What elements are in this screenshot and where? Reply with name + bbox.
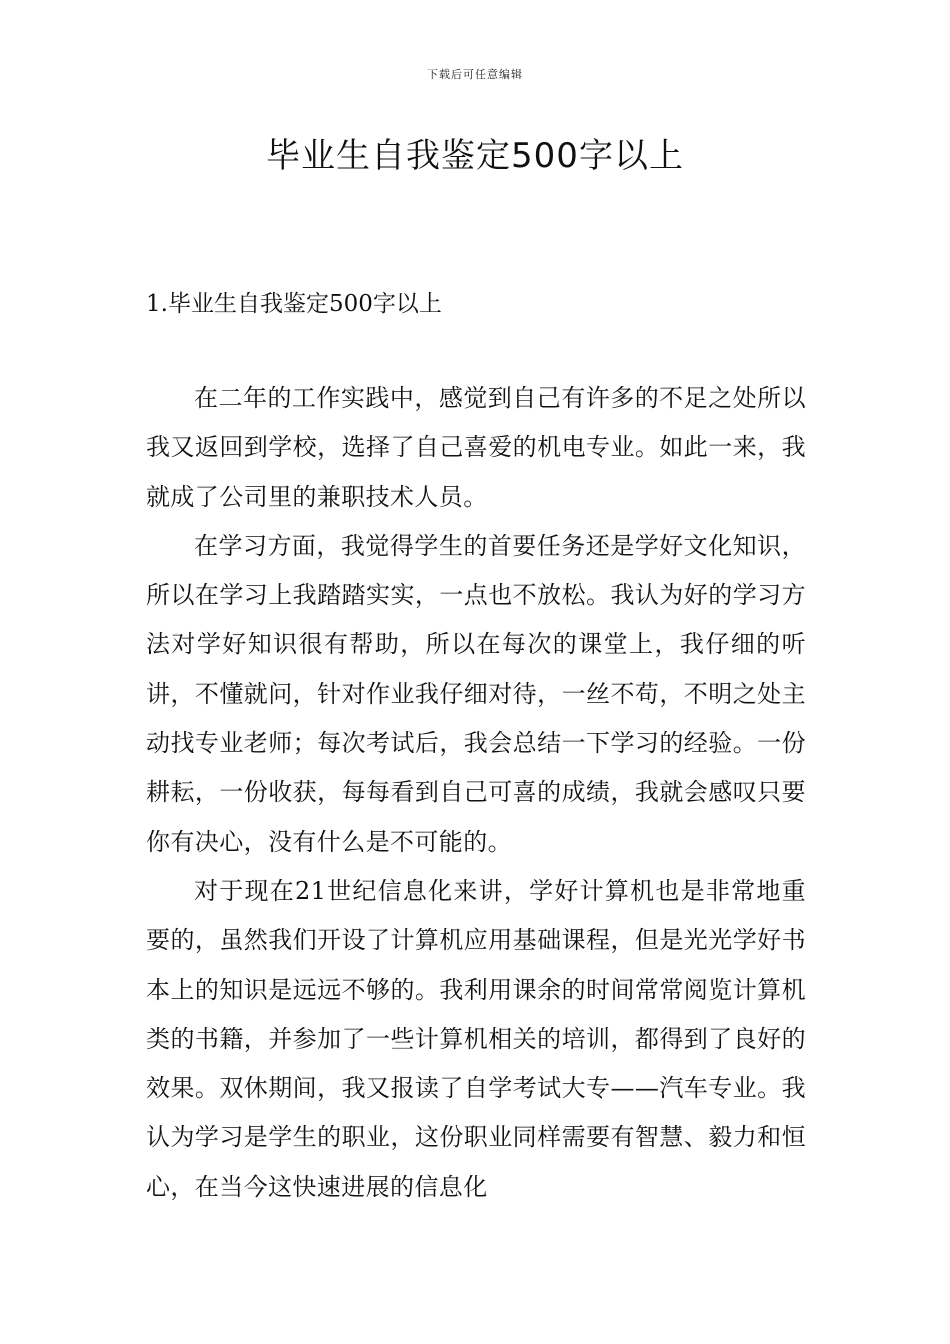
paragraph: 在学习方面，我觉得学生的首要任务还是学好文化知识，所以在学习上我踏踏实实，一点也不放松。我认为好的学习方法对学好知识很有帮助，所以在每次的课堂上，我仔细的听讲，不懂就问，针对作业我仔细对待，一丝不苟，不明之处主动找专业老师；每次考试后，我会总结一下学习的经验。一份耕耘，一份收获，每每看到自己可喜的成绩，我就会感叹只要你有决心，没有什么是不可能的。	[146, 531, 806, 856]
document-title: 毕业生自我鉴定500字以上	[266, 136, 684, 176]
section-heading: 1.毕业生自我鉴定500字以上	[146, 291, 442, 317]
document-body	[146, 374, 806, 1212]
paragraph: 在二年的工作实践中，感觉到自己有许多的不足之处所以我又返回到学校，选择了自己喜爱的机电专业。如此一来，我就成了公司里的兼职技术人员。	[146, 384, 806, 511]
paragraph: 对于现在21世纪信息化来讲，学好计算机也是非常地重要的，虽然我们开设了计算机应用基础课程，但是光光学好书本上的知识是远远不够的。我利用课余的时间常常阅览计算机类的书籍，并参加了一些计算机相关的培训，都得到了良好的效果。双休期间，我又报读了自学考试大专——汽车专业。我认为学习是学生的职业，这份职业同样需要有智慧、毅力和恒心，在当今这快速进展的信息化	[146, 876, 806, 1201]
header-note: 下载后可任意编辑	[427, 68, 523, 81]
